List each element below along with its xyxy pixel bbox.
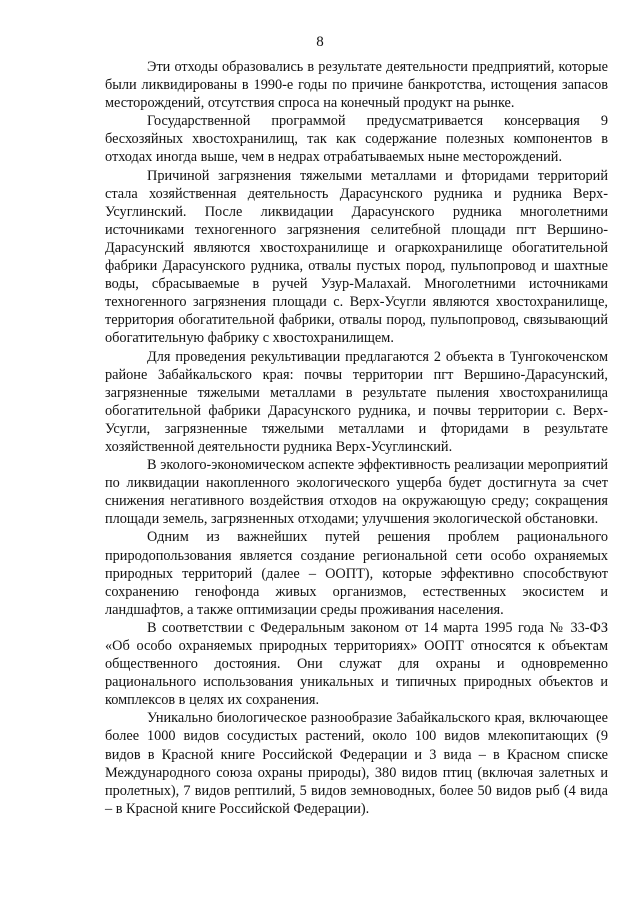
- paragraph-biodiversity: Уникально биологическое разнообразие Забайкальского края, включающее более 1000 видов сосудистых растений, около 100 видов млекопитающих (9 видов в Красной книге Российской Федерации и 3 вида – в Красном списке Международного союза охраны природы), 380 видов птиц (включая залетных и пролетных), 7 видов рептилий, 5 видов земноводных, более 50 видов рыб (4 вида – в Красной книге Российской Федерации).: [105, 710, 608, 817]
- paragraph-federal-law: В соответствии с Федеральным законом от 14 марта 1995 года № 33-ФЗ «Об особо охраняемых природных территориях» ООПТ относятся к объектам общественного достояния. Они служат для охраны и одновременно рационального использования уникальных и типичных природных объектов и комплексов в целях их сохранения.: [105, 619, 608, 709]
- paragraph-pollution-causes: Причиной загрязнения тяжелыми металлами и фторидами территорий стала хозяйственная деятельность Дарасунского рудника и рудника Верх-Усуглинский. После ликвидации Дарасунского рудника многолетними источниками техногенного загрязнения селитебной площади пгт Вершино-Дарасунский являются хвостохранилище и огаркохранилище обогатительной фабрики Дарасунского рудника, отвалы пустых пород, пульпопровод и шахтные воды, сбрасываемые в ручей Узур-Малахай. Многолетними источниками техногенного загрязнения площади с. Верх-Усугли являются хвостохранилище, территория обогатительной фабрики, отвалы пород, пульпопровод, связывающий обогатительную фабрику с хвостохранилищем.: [105, 167, 608, 347]
- paragraph-waste-origin: Эти отходы образовались в результате деятельности предприятий, которые были ликвидированы в 1990-е годы по причине банкротства, истощения запасов месторождений, отсутствия спроса на конечный продукт на рынке.: [105, 59, 608, 112]
- paragraph-eco-economic-effect: В эколого-экономическом аспекте эффективность реализации мероприятий по ликвидации накопленного экологического ущерба будет достигнута за счет снижения негативного воздействия отходов на окружающую среду; сокращения площади земель, загрязненных отходами; улучшения экологической обстановки.: [105, 457, 608, 528]
- body-text: [105, 58, 608, 818]
- paragraph-recultivation-objects: Для проведения рекультивации предлагаются 2 объекта в Тунгокоченском районе Забайкальского края: почвы территории пгт Вершино-Дарасунский, загрязненные тяжелыми металлами в результате пыления хвостохранилища обогатительной фабрики Дарасунского рудника, и почвы территории с. Верх-Усугли, загрязненные тяжелыми металлами и фторидами в результате хозяйственной деятельности рудника Верх-Усуглинский.: [105, 348, 608, 455]
- paragraph-tailings-conservation: Государственной программой предусматривается консервация 9 бесхозяйных хвостохранилищ, так как содержание полезных компонентов в отходах иногда выше, чем в недрах отрабатываемых ныне месторождений.: [105, 113, 608, 166]
- paragraph-protected-areas: Одним из важнейших путей решения проблем рационального природопользования является создание региональной сети особо охраняемых природных территорий (далее – ООПТ), которые эффективно способствуют сохранению генофонда живых организмов, естественных экосистем и ландшафтов, а также оптимизации среды проживания населения.: [105, 529, 608, 618]
- page-number: 8: [316, 34, 324, 50]
